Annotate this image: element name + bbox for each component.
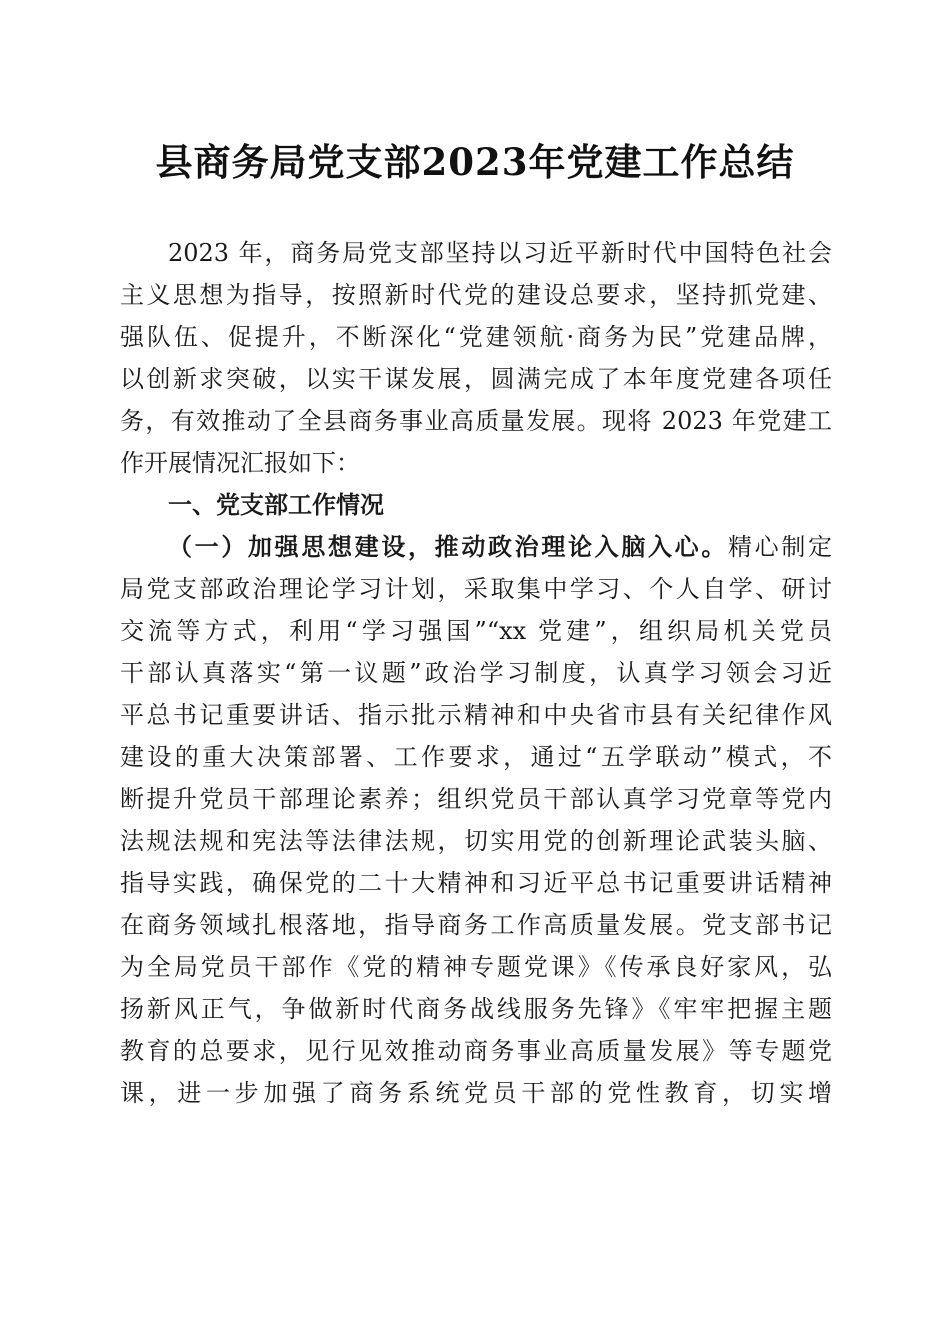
subsection-lead: （一）加强思想建设，推动政治理论入脑入心。: [168, 533, 728, 561]
paragraph-line: 强队伍、促提升，不断深化“党建领航·商务为民”党建品牌，: [120, 323, 832, 351]
paragraph-line: 干部认真落实“第一议题”政治学习制度，认真学习领会习近: [120, 659, 832, 687]
paragraph-line: 指导实践，确保党的二十大精神和习近平总书记重要讲话精神: [120, 869, 832, 897]
paragraph-line: 2023 年，商务局党支部坚持以习近平新时代中国特色社会: [168, 239, 832, 267]
subsection-first-rest: 精心制定: [728, 533, 832, 561]
paragraph-line: 课，进一步加强了商务系统党员干部的党性教育，切实增: [120, 1079, 832, 1107]
document-title: 县商务局党支部2023年党建工作总结: [155, 140, 795, 184]
paragraph-line: 主义思想为指导，按照新时代党的建设总要求，坚持抓党建、: [120, 281, 832, 309]
paragraph-line: 扬新风正气，争做新时代商务战线服务先锋》《牢牢把握主题: [120, 995, 832, 1023]
subsection-first-line: [120, 526, 832, 568]
document-body: [120, 232, 832, 1114]
paragraph-line: 交流等方式，利用“学习强国”“xx 党建”，组织局机关党员: [120, 617, 832, 645]
paragraph-line: 务，有效推动了全县商务事业高质量发展。现将 2023 年党建工: [120, 407, 832, 435]
paragraph-line: 在商务领域扎根落地，指导商务工作高质量发展。党支部书记: [120, 911, 832, 939]
paragraph-line: 平总书记重要讲话、指示批示精神和中央省市县有关纪律作风: [120, 701, 832, 729]
paragraph-line: 法规法规和宪法等法律法规，切实用党的创新理论武装头脑、: [120, 827, 832, 855]
paragraph-line: 以创新求突破，以实干谋发展，圆满完成了本年度党建各项任: [120, 365, 832, 393]
section-heading: 一、党支部工作情况: [168, 491, 384, 519]
paragraph-line: 教育的总要求，见行见效推动商务事业高质量发展》等专题党: [120, 1037, 832, 1065]
paragraph-line: 为全局党员干部作《党的精神专题党课》《传承良好家风，弘: [120, 953, 832, 981]
paragraph-line: 建设的重大决策部署、工作要求，通过“五学联动”模式，不: [120, 743, 832, 771]
paragraph-line: 作开展情况汇报如下：: [120, 449, 360, 477]
paragraph-line: 断提升党员干部理论素养；组织党员干部认真学习党章等党内: [120, 785, 832, 813]
paragraph-line: 局党支部政治理论学习计划，采取集中学习、个人自学、研讨: [120, 575, 832, 603]
